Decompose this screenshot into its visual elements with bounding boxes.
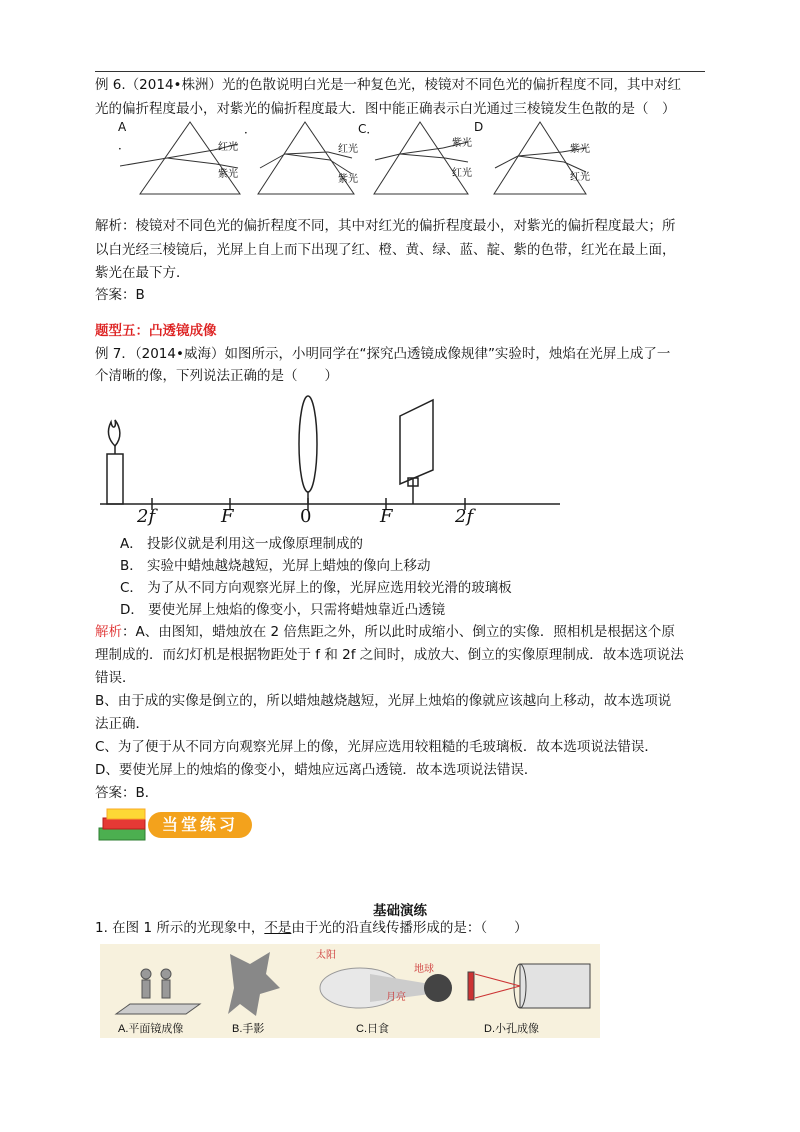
prism-c-bottom-label: 红光 [452,168,472,179]
axis-label-f-right: F [380,506,393,527]
example7-option-d: D． 要使光屏上烛焰的像变小，只需将蜡烛靠近凸透镜 [120,602,446,618]
axis-label-2f-left: 2f [137,506,156,527]
caption-a: A.平面镜成像 [118,1023,184,1035]
option-a-letter: A [118,120,127,134]
example7-analysis-7: D、要使光屏上的烛焰的像变小，蜡烛应远离凸透镜．故本选项说法错误． [95,762,538,778]
candle [107,420,123,504]
prism-d-top-label: 紫光 [570,144,590,155]
prism-d-bottom-label: 红光 [570,172,590,183]
q1-suffix: 由于光的沿直线传播形成的是：（ ） [291,920,528,936]
example6-answer: 答案：B [95,287,145,303]
caption-c: C.日食 [356,1023,389,1035]
example6-line1: 例 6.（2014•株洲）光的色散说明白光是一种复色光，棱镜对不同色光的偏折程度不同，其中对红 [95,77,681,93]
section-title: 基础演练 [373,903,427,919]
example6-line2: 光的偏折程度最小，对紫光的偏折程度最大．图中能正确表示白光通过三棱镜发生色散的是（ ） [95,101,676,117]
lens-diagram [95,390,565,520]
prism-a-top-label: 红光 [218,142,238,153]
option-b-dot: ． [244,122,257,136]
earth-label: 地球 [414,964,434,975]
prism-a [120,122,240,194]
prism-b-top-label: 红光 [338,144,358,155]
example7-analysis-3: 错误． [95,670,136,686]
option-d-letter: D [474,120,484,134]
example7-line2: 个清晰的像，下列说法正确的是（ ） [95,368,338,384]
prism-d [494,122,586,194]
option-a-dot: ． [118,138,131,152]
axis-label-2f-right: 2f [455,506,474,527]
example7-answer: 答案：B． [95,785,159,801]
example7-option-b: B． 实验中蜡烛越烧越短，光屏上蜡烛的像向上移动 [120,558,431,574]
option-c-letter: C． [358,122,379,136]
example7-option-a: A． 投影仪就是利用这一成像原理制成的 [120,536,364,552]
analysis-1-text: ：A、由图知，蜡烛放在 2 倍焦距之外，所以此时成缩小、倒立的实像．照相机是根据这个原 [122,624,675,640]
axis-label-zero: 0 [300,506,312,527]
caption-b: B.手影 [232,1023,265,1035]
top-rule [95,71,705,72]
prism-a-bottom-label: 紫光 [218,169,238,180]
screen [400,400,433,504]
sun-label: 太阳 [316,950,336,961]
example6-analysis-1: 解析：棱镜对不同色光的偏折程度不同，其中对红光的偏折程度最小，对紫光的偏折程度最大；所 [95,218,676,234]
mirror-reflection-figure [116,969,200,1014]
axis-label-f-left: F [221,506,234,527]
prism-diagrams [120,118,600,200]
prism-b-bottom-label: 紫光 [338,174,358,185]
moon-label: 月亮 [386,992,406,1003]
example7-analysis-6: C、为了便于从不同方向观察光屏上的像，光屏应选用较粗糙的毛玻璃板．故本选项说法错误． [95,739,658,755]
analysis-label: 解析 [95,624,122,640]
prism-c-top-label: 紫光 [452,138,472,149]
lens [299,396,317,504]
prism-c [374,122,468,194]
example7-analysis-2: 理制成的．而幻灯机是根据物距处于 f 和 2f 之间时，成放大、倒立的实像原理制成．故本选项说法 [95,647,684,663]
example6-analysis-3: 紫光在最下方． [95,265,190,281]
pinhole-camera-figure [468,964,590,1008]
q1-underlined: 不是 [264,920,292,936]
example7-line1: 例 7．（2014•威海）如图所示，小明同学在“探究凸透镜成像规律”实验时，烛焰在光屏上成了一 [95,346,671,362]
example7-analysis-5: 法正确． [95,716,149,732]
caption-d: D.小孔成像 [484,1023,539,1035]
example6-analysis-2: 以白光经三棱镜后，光屏上自上而下出现了红、橙、黄、绿、蓝、靛、紫的色带，红光在最上面， [95,242,676,258]
practice-badge: 当堂练习 [148,812,252,838]
question-1 [95,918,705,939]
example7-analysis-4: B、由于成的实像是倒立的，所以蜡烛越烧越短，光屏上烛焰的像就应该越向上移动，故本选项说 [95,693,672,709]
type5-heading: 题型五：凸透镜成像 [95,323,217,339]
hand-shadow-figure [228,952,280,1016]
example7-analysis-1 [95,622,705,643]
q1-prefix: 1. 在图 1 所示的光现象中， [95,920,265,936]
example7-option-c: C． 为了从不同方向观察光屏上的像，光屏应选用较光滑的玻璃板 [120,580,512,596]
